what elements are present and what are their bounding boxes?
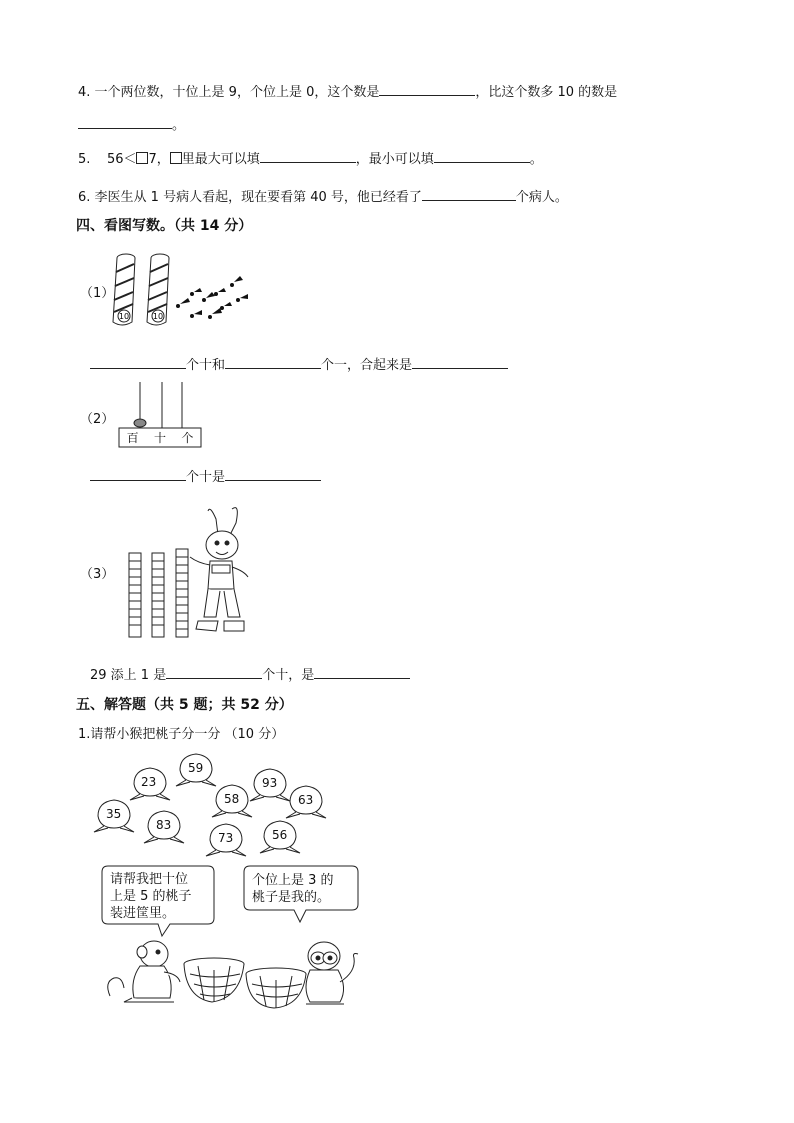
abacus-label-ones: 个 [181, 431, 194, 445]
s4q3-blank-1[interactable] [166, 666, 262, 679]
abacus-label-tens: 十 [153, 431, 166, 445]
bubble-left-line-3: 装进筐里。 [110, 906, 176, 921]
peach-58[interactable]: 58 [224, 792, 240, 806]
section-4-title: 四、看图写数。（共 14 分） [76, 218, 253, 234]
ten-block-columns [129, 549, 188, 637]
abacus-labels [119, 429, 201, 446]
peach-83[interactable]: 83 [156, 818, 172, 832]
bubble-left-line-1: 请帮我把十位 [110, 872, 189, 887]
q5-text-1: 56＜ [106, 152, 137, 167]
q6-line [78, 188, 568, 206]
q4-text-2: ，比这个数多 10 的数是 [475, 85, 618, 100]
s4q1-blank-2[interactable] [225, 356, 321, 369]
monkey-left-icon [108, 941, 180, 1002]
q4-line1 [78, 83, 617, 101]
q5-line [78, 150, 543, 168]
s5q1-title: 1.请帮小猴把桃子分一分 （10 分） [78, 727, 285, 742]
s4q2-label: （2） [80, 412, 115, 427]
bubble-right-line-2: 桃子是我的。 [252, 890, 331, 905]
q6-text-2: 个病人。 [515, 190, 568, 205]
bundle-of-ten-icon [147, 254, 169, 325]
s4q3-text-1: 29 添上 1 是 [90, 668, 167, 683]
q5-text-4: ，最小可以填 [355, 152, 434, 167]
peach-23[interactable]: 23 [141, 775, 157, 789]
s4q1-text-2: 个一，合起来是 [321, 358, 413, 373]
svg-text:10: 10 [118, 312, 130, 321]
shuttlecock-icons [176, 276, 248, 319]
monkeys-and-baskets-image [104, 932, 366, 1010]
s4q1-blank-1[interactable] [90, 356, 186, 369]
bubble-left-line-2: 上是 5 的桃子 [110, 889, 192, 904]
s4q1-line [90, 356, 508, 374]
q5-blank-2[interactable] [434, 150, 530, 163]
s4q2-text-1: 个十是 [186, 470, 226, 485]
svg-text:10: 10 [152, 312, 164, 321]
abacus-bead [134, 419, 146, 427]
peach-63[interactable]: 63 [298, 793, 314, 807]
s4q2-blank-2[interactable] [225, 468, 321, 481]
q5-num: 5. [78, 152, 91, 167]
q5-text-3: 里最大可以填 [181, 152, 260, 167]
s4q3-blank-2[interactable] [314, 666, 410, 679]
peach-35[interactable]: 35 [106, 807, 122, 821]
rabbit-and-ten-blocks-image [128, 505, 254, 640]
basket-left-icon [184, 958, 244, 1002]
q4-end: 。 [172, 118, 186, 133]
abacus-label-hundreds: 百 [126, 431, 139, 445]
bubble-right-line-1: 个位上是 3 的 [252, 873, 334, 888]
q4-text-1: 4. 一个两位数，十位上是 9，个位上是 0，这个数是 [78, 85, 380, 100]
s4q2-blank-1[interactable] [90, 468, 186, 481]
s4q1-text-1: 个十和 [186, 358, 226, 373]
q4-blank-2[interactable] [78, 116, 172, 129]
speech-bubble-right-text [252, 872, 334, 906]
q4-line2 [78, 116, 185, 134]
peach-73[interactable]: 73 [218, 831, 234, 845]
q5-blank-1[interactable] [260, 150, 356, 163]
peach-59[interactable]: 59 [188, 761, 204, 775]
s4q2-line [90, 468, 321, 486]
q6-text-1: 6. 李医生从 1 号病人看起，现在要看第 40 号，他已经看了 [78, 190, 422, 205]
monkey-right-icon [306, 942, 358, 1004]
rabbit-icon [190, 508, 248, 631]
s4q1-label: （1） [80, 286, 115, 301]
q6-blank[interactable] [422, 188, 516, 201]
q5-box-2 [170, 152, 182, 164]
bundle-of-ten-icon [113, 254, 135, 325]
s4q3-line [90, 666, 410, 684]
bundles-and-shuttlecocks-image [108, 252, 258, 332]
s4q1-blank-3[interactable] [412, 356, 508, 369]
peach-56[interactable]: 56 [272, 828, 288, 842]
s4q3-text-2: 个十，是 [262, 668, 315, 683]
q4-blank-1[interactable] [379, 83, 475, 96]
basket-right-icon [246, 968, 306, 1008]
speech-bubble-left-text [110, 871, 192, 922]
section-5-title: 五、解答题（共 5 题；共 52 分） [76, 697, 293, 713]
q5-end: 。 [529, 152, 543, 167]
q5-box-1[interactable] [136, 152, 148, 164]
s4q3-label: （3） [80, 567, 115, 582]
q5-text-2: 7， [148, 152, 170, 167]
peach-93[interactable]: 93 [262, 776, 278, 790]
